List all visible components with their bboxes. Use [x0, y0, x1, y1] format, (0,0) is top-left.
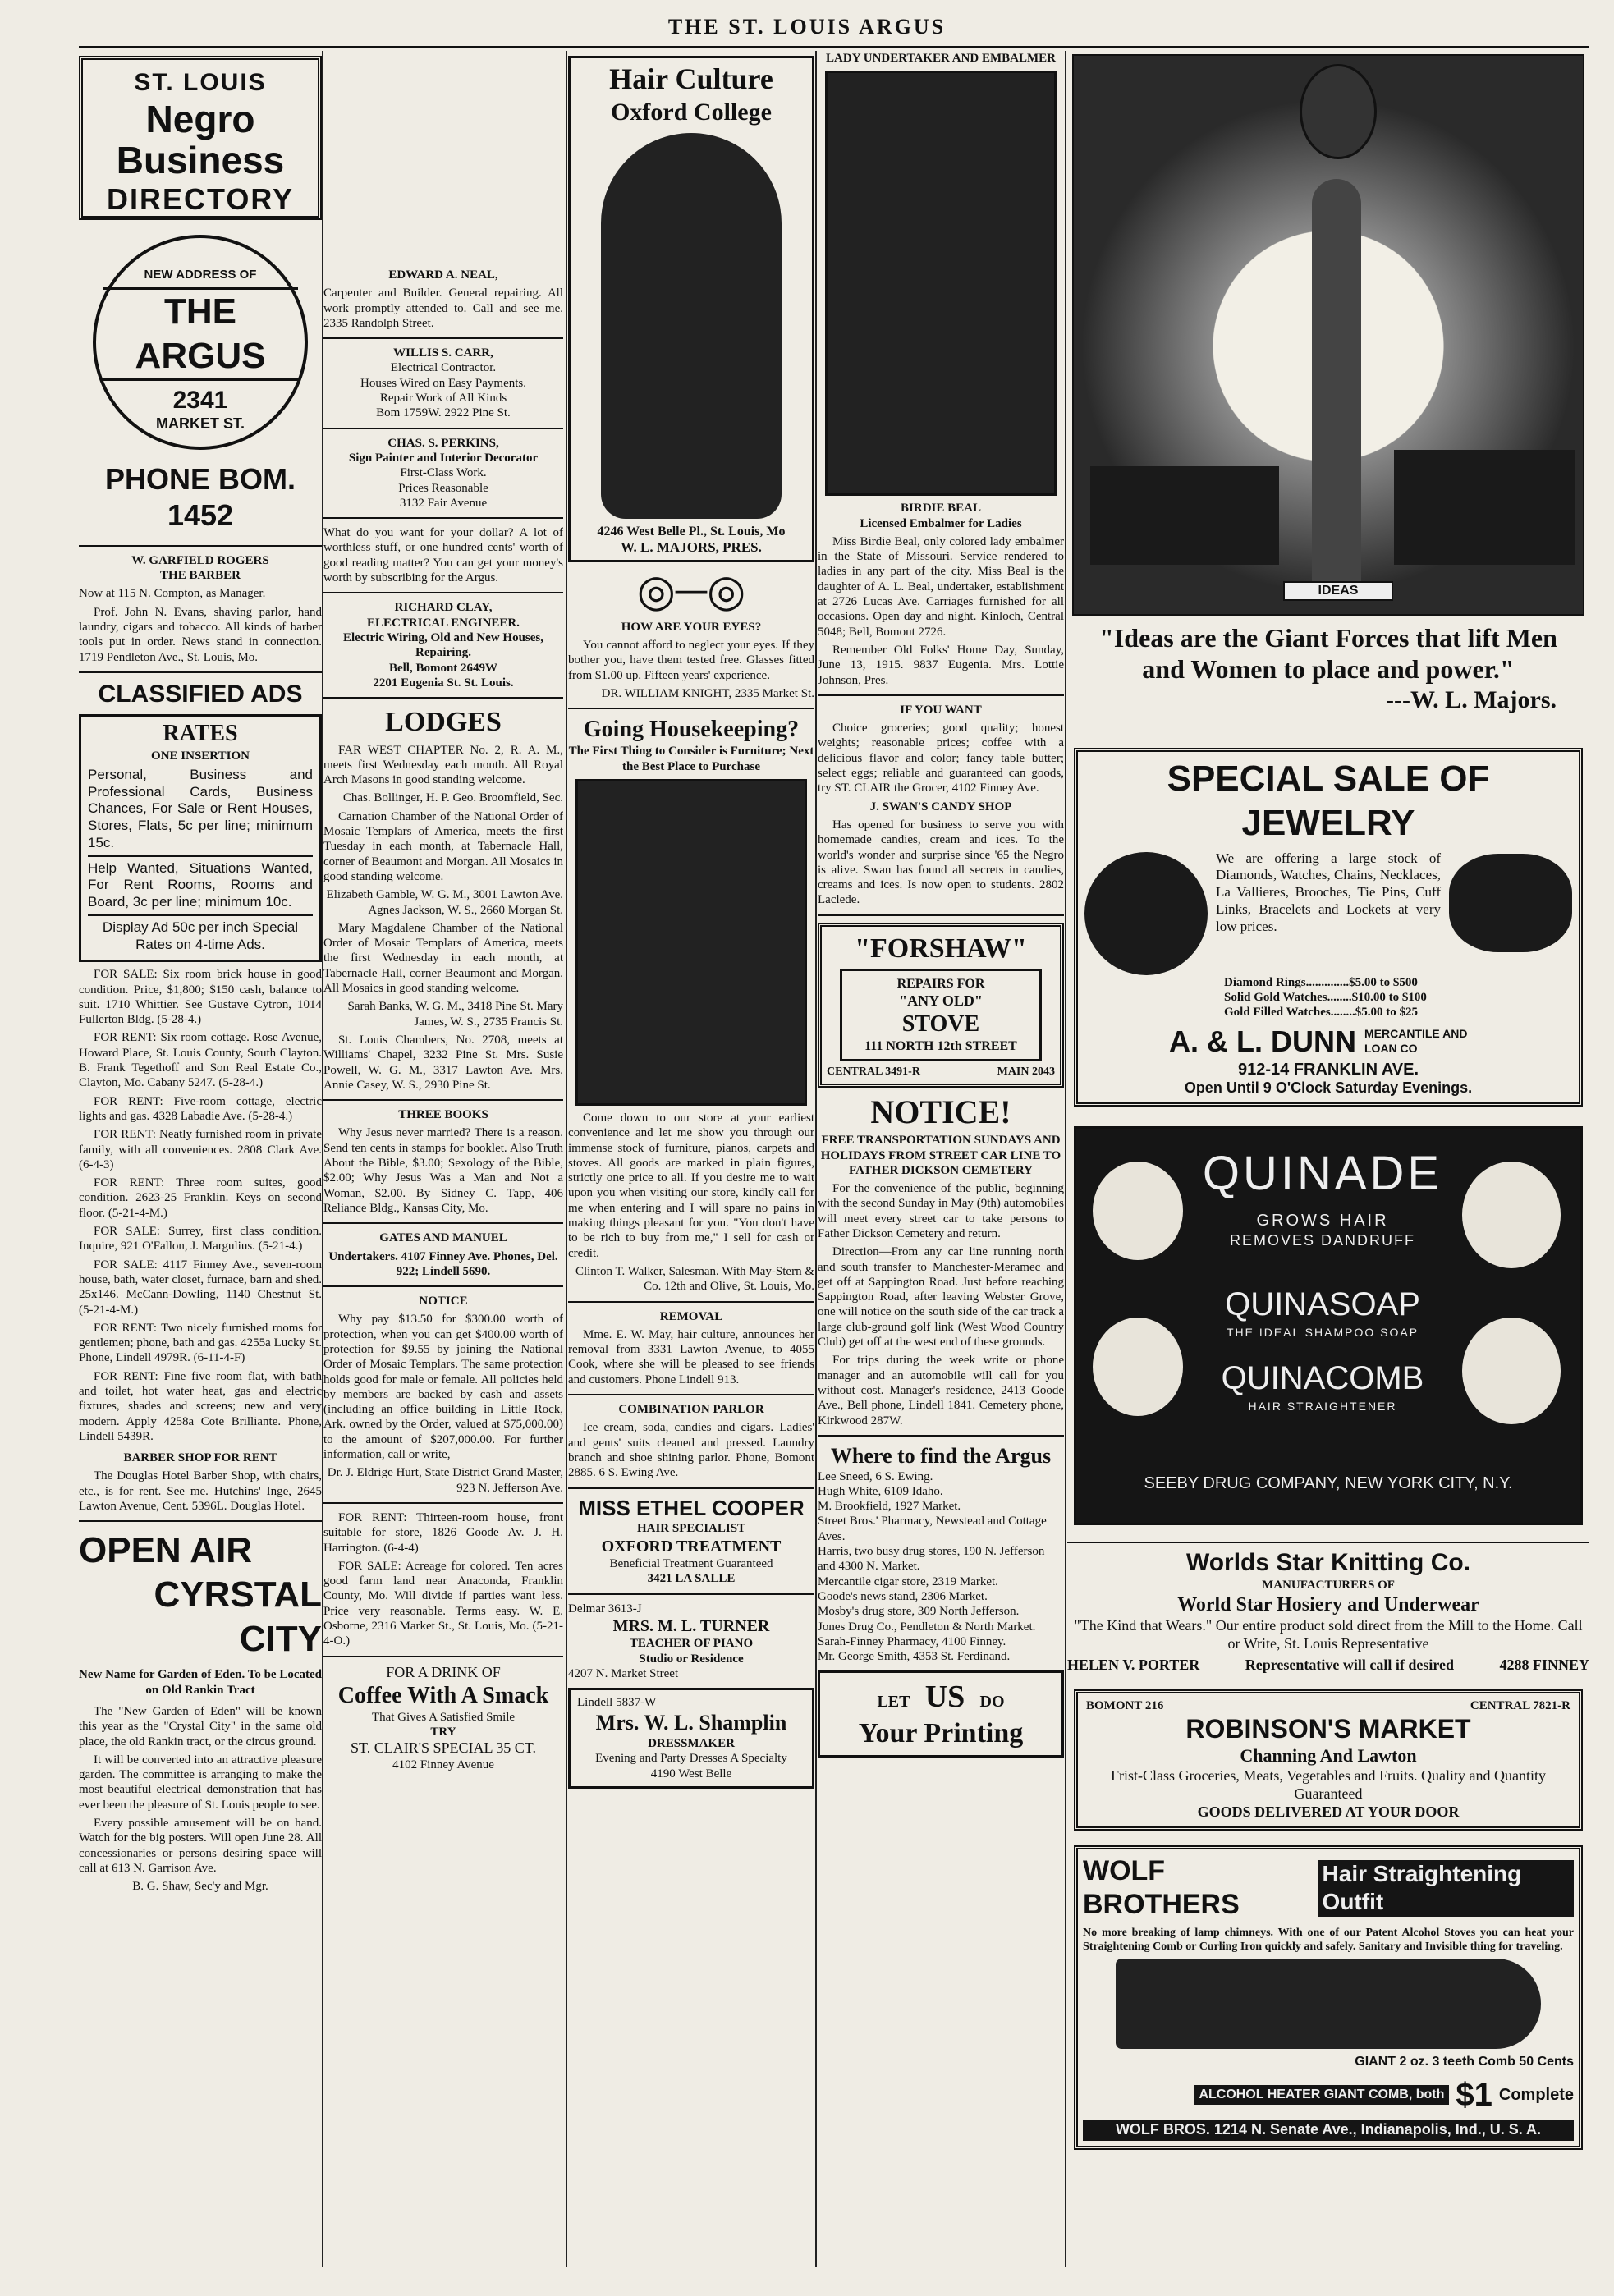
hair-address: 4246 West Belle Pl., St. Louis, Mo: [597, 524, 786, 538]
store-sig: Clinton T. Walker, Salesman. With May-Stern & Co. 12th and Olive, St. Louis, Mo.: [575, 1264, 814, 1294]
ideas-illustration-image: [1072, 54, 1584, 616]
housekeeping-sub: The First Thing to Consider is Furniture; Next the Best Place to Purchase: [568, 745, 814, 773]
divider: [88, 855, 313, 857]
beal-text: Miss Birdie Beal, only colored lady embalmer in the State of Missouri. Service rendered to ladies in any part of the city. Miss Beal is the daughter of A. L. Beal, undertaker, establishment at 2726 Lucas Ave. Carriages furnished for all occasions. Open day and night. Kinloch, Central 5048; Bell, Bomont 2726.: [818, 534, 1064, 639]
portrait-image: [1093, 1318, 1183, 1416]
divider: [818, 694, 1064, 696]
clay-name: RICHARD CLAY,: [394, 601, 493, 615]
coffee-line2: Coffee With A Smack: [337, 1682, 549, 1708]
eyeglasses-icon: ◎─◎: [636, 566, 746, 616]
printing-text: Your Printing: [858, 1717, 1024, 1748]
robinson-ad: [1074, 1689, 1583, 1831]
turner-line: Studio or Residence: [639, 1652, 744, 1666]
clay-line: Electric Wiring, Old and New Houses, Repairing.: [342, 630, 544, 660]
wolf-text: No more breaking of lamp chimneys. With one of our Patent Alcohol Stoves you can heat your Straightening Comb or Curling Iron quickly and safely. Sanitary and Invisible thing for traveling.: [1083, 1926, 1574, 1953]
classified-ad: FOR RENT: Five-room cottage, electric lights and gas. 4328 Labadie Ave. (5-28-4.): [79, 1094, 322, 1123]
swan-title: J. SWAN'S CANDY SHOP: [869, 800, 1012, 813]
classified-title: CLASSIFIED ADS: [98, 680, 303, 708]
list-item: Jones Drug Co., Pendleton & North Market.: [818, 1620, 1036, 1634]
classified-ad: FOR SALE: Surrey, first class condition. Inquire, 921 O'Fallon, J. Margulius. (5-21-4.): [79, 1225, 322, 1253]
coffee-line6: 4102 Finney Avenue: [392, 1758, 494, 1772]
jewelry-ad: [1074, 748, 1583, 1106]
classified-ad: FOR RENT: Three room suites, good condition. 2623-25 Franklin. Keys on second floor. (5-21-4-M.): [79, 1176, 322, 1220]
shamplin-phone: Lindell 5837-W: [577, 1696, 657, 1710]
beal-name: BIRDIE BEAL: [901, 502, 981, 516]
spacer: [323, 51, 563, 268]
list-item: Mercantile cigar store, 2319 Market.: [818, 1574, 998, 1588]
books-title: THREE BOOKS: [398, 1108, 488, 1122]
carr-line: Electrical Contractor.: [390, 361, 497, 375]
farwest-sig: Chas. Bollinger, H. P. Geo. Broomfield, Sec.: [342, 791, 563, 805]
divider: [568, 1487, 814, 1489]
wolf-header: [1083, 1854, 1574, 1922]
want-text: Choice groceries; good quality; honest weights; reasonable prices; coffee with a delicious flavor and color; fancy table butter; select eggs; reliable and guaranteed can goods, try ST. CLAIR the Grocer, 4102 Finney Ave.: [818, 722, 1064, 795]
rates-sub: ONE INSERTION: [151, 749, 250, 763]
perkins-line: Sign Painter and Interior Decorator: [348, 451, 539, 465]
acreage-text: FOR SALE: Acreage for colored. Ten acres good farm land near Anaconda, Franklin County, Mo. Will divide if parties want less. Price very reasonable. Terms easy. W. E. Osborne, 2316 Market St., St. Louis, Mo. (5-21-4-O.): [323, 1559, 563, 1648]
ring-icon: [1449, 854, 1572, 952]
column-5: [1067, 51, 1589, 2267]
divider: [1067, 1542, 1589, 1543]
divider: [323, 1656, 563, 1657]
gates-title: GATES AND MANUEL: [379, 1231, 507, 1245]
combo-title: COMBINATION PARLOR: [618, 1403, 764, 1417]
knit-rep-note: Representative will call if desired: [1245, 1656, 1455, 1673]
quinade-line: THE IDEAL SHAMPOO SOAP: [1226, 1325, 1419, 1339]
divider: [323, 1285, 563, 1287]
carr-line: Repair Work of All Kinds: [379, 392, 507, 406]
crystal-sub: New Name for Garden of Eden. To be Located on Old Rankin Tract: [79, 1668, 322, 1697]
notice-big: NOTICE!: [870, 1093, 1011, 1131]
housekeeping-title: Going Housekeeping?: [583, 717, 800, 743]
free-title: FREE TRANSPORTATION SUNDAYS AND HOLIDAYS FROM STREET CAR LINE TO FATHER DICKSON CEMETERY: [820, 1134, 1061, 1177]
forshaw-inner: [840, 969, 1042, 1061]
cooper-line: HAIR SPECIALIST: [636, 1522, 746, 1536]
forshaw-line: 111 NORTH 12th STREET: [864, 1038, 1017, 1053]
jewelry-price: Solid Gold Watches........$10.00 to $100: [1224, 991, 1427, 1005]
removal-text: Mme. E. W. May, hair culture, announces her removal from 3331 Lawton Avenue, to 4055 Cook, where she will be pleased to see friends and customers. Phone Lindell 913.: [568, 1327, 814, 1386]
column-4: [818, 51, 1064, 2267]
dunn-name: A. & L. DUNN: [1169, 1024, 1356, 1058]
jewelry-body: [1084, 846, 1572, 975]
argus-seal: [93, 235, 308, 450]
robinson-phone: BOMONT 216: [1086, 1698, 1164, 1712]
neal-text: Carpenter and Builder. General repairing. All work promptly attended to. Call and see me. 2335 Randolph Street.: [323, 286, 563, 330]
statue-figure-image: [1312, 179, 1361, 589]
where-title: Where to find the Argus: [830, 1443, 1052, 1468]
robinson-phones: [1086, 1698, 1570, 1713]
barbershop-text: The Douglas Hotel Barber Shop, with chairs, etc., is for rent. See me. Hutchins' Inge, 2645 Lawton Avenue, Cent. 5396L. Douglas Hotel.: [79, 1469, 322, 1514]
knit-rep-name: HELEN V. PORTER: [1067, 1656, 1200, 1673]
medallion-image: [1300, 64, 1377, 159]
rates-box: [79, 714, 322, 962]
books-text: Why Jesus never married? There is a reason. Send ten cents in stamps for booklet. Also Truth About the Bible, $3.00; Sexology of the Bible, $2.00; Why Jesus Was a Man and Not a Woman, $2.00. By Sidney C. Tapp, 406 Reliance Bldg., Kansas City, Mo.: [323, 1126, 563, 1215]
robinson-sub: Channing And Lawton: [1240, 1745, 1417, 1767]
perkins-line: 3132 Fair Avenue: [399, 496, 488, 510]
printing-ad: [818, 1670, 1064, 1758]
list-item: Mr. George Smith, 4353 St. Ferdinand.: [818, 1650, 1011, 1664]
wolf-price: Complete: [1498, 2085, 1574, 2104]
carr-line: Bom 1759W. 2922 Pine St.: [376, 406, 511, 420]
quinade-company: SEEBY DRUG COMPANY, NEW YORK CITY, N.Y.: [1144, 1473, 1513, 1492]
column-rule: [566, 51, 567, 2267]
wolf-price-big: $1: [1456, 2076, 1492, 2113]
wolf-price: GIANT 2 oz. 3 teeth Comb 50 Cents: [1355, 2054, 1574, 2069]
clay-line: 2201 Eugenia St. St. Louis.: [373, 676, 514, 690]
carnation-text: Carnation Chamber of the National Order of Mosaic Templars of America, meets the first Tuesday in each month, at Tabernacle Hall, corner of Beaumont and Morgan. All Mosaics in good standing welcome.: [323, 809, 563, 883]
hair-portrait-image: [601, 133, 782, 519]
classified-ad: FOR RENT: Fine five room flat, with bath and toilet, hot water heat, gas and electric fixtures, shades and screens; new and very modern. Apply 4258a Cote Brilliante. Phone, Lindell 5439R.: [79, 1369, 322, 1443]
divider: [79, 1520, 322, 1522]
column-1: [79, 51, 322, 2267]
neal-name: EDWARD A. NEAL,: [388, 268, 498, 282]
notice-title: NOTICE: [419, 1295, 468, 1308]
divider: [323, 697, 563, 699]
eyes-title: HOW ARE YOUR EYES?: [621, 620, 762, 634]
seal-number: 2341: [172, 386, 228, 414]
hair-title: Hair Culture: [609, 62, 773, 95]
crystal-p2: It will be converted into an attractive pleasure garden. The committee is arranging to make the most beautiful electrical demonstration that has ever been the pleasure of St. Louis people to see.: [79, 1753, 322, 1812]
lodges-title: LODGES: [385, 707, 502, 738]
shamplin-line: 4190 West Belle: [650, 1767, 732, 1780]
directory-line1: ST. LOUIS: [134, 69, 267, 96]
coffee-line4: TRY: [430, 1725, 456, 1739]
argus-phone: PHONE BOM. 1452: [104, 462, 296, 532]
wolf-ad: [1074, 1845, 1583, 2150]
free-text: Direction—From any car line running north and south transfer to Manchester-Meramec and get off at Sappington Road. Just before reaching Sappington Road, after leaving Webster Grove, one will notice on the south side of the car track a large club-ground golf link (West Wood Country Club) get off at the west end of these grounds.: [818, 1245, 1064, 1350]
seal-name: THE ARGUS: [103, 287, 298, 380]
jewelry-title: SPECIAL SALE OF JEWELRY: [1167, 758, 1490, 844]
forshaw-ad: [818, 923, 1064, 1088]
divider: [79, 671, 322, 673]
factory-image: [1394, 450, 1575, 565]
knit-line: World Star Hosiery and Underwear: [1177, 1593, 1479, 1615]
carr-line: Houses Wired on Easy Payments.: [360, 376, 526, 390]
quinade-title: QUINADE: [1202, 1146, 1443, 1200]
ideas-sig: ---W. L. Majors.: [1385, 685, 1557, 713]
robinson-text: Frist-Class Groceries, Meats, Vegetables and Fruits. Quality and Quantity Guaranteed: [1110, 1767, 1547, 1802]
list-item: Goode's news stand, 2306 Market.: [818, 1589, 988, 1603]
classified-ad: FOR RENT: Two nicely furnished rooms for gentlemen; phone, bath and gas. 4255a Lucky St. Phone, Lindell 4979R. (6-11-4-F): [79, 1321, 322, 1365]
divider: [323, 1222, 563, 1224]
list-item: Lee Sneed, 6 S. Ewing.: [818, 1469, 933, 1483]
evans-ad: Prof. John N. Evans, shaving parlor, hand laundry, cigars and tobacco. All kinds of barber tools put in order. News stand in connection. 1719 Pendleton Ave., St. Louis, Mo.: [79, 605, 322, 664]
comb-image: [1116, 1959, 1541, 2049]
barber-title: THE BARBER: [160, 569, 241, 583]
dollar-text: What do you want for your dollar? A lot of worthless stuff, or one hundred cents' worth of good reading matter? You can get your money's worth by subscribing for the Argus.: [323, 526, 563, 585]
divider: [568, 708, 814, 709]
list-item: Hugh White, 6109 Idaho.: [818, 1484, 943, 1498]
beal-portrait-image: [825, 71, 1057, 496]
robinson-phone: CENTRAL 7821-R: [1470, 1698, 1570, 1712]
column-3: [568, 51, 814, 2267]
cooper-line: 3421 LA SALLE: [647, 1572, 736, 1586]
coffee-line1: FOR A DRINK OF: [386, 1663, 501, 1680]
knit-line: MANUFACTURERS OF: [1262, 1579, 1395, 1593]
printing-let: LET: [877, 1693, 910, 1712]
forshaw-line: REPAIRS FOR: [896, 977, 985, 992]
farwest-text: FAR WEST CHAPTER No. 2, R. A. M., meets first Wednesday each month. All Royal Arch Masons in good standing welcome.: [323, 743, 563, 787]
rates-text-2: Help Wanted, Situations Wanted, For Rent Rooms, Rooms and Board, 3c per line; minimum 10c.: [88, 859, 313, 910]
dunn-hours: Open Until 9 O'Clock Saturday Evenings.: [1184, 1079, 1473, 1096]
rent-text: FOR RENT: Thirteen-room house, front suitable for store, 1826 Goode Av. J. H. Harrington. (6-4-4): [323, 1510, 563, 1555]
carr-name: WILLIS S. CARR,: [393, 346, 493, 360]
forshaw-line: STOVE: [901, 1011, 980, 1037]
divider: [323, 592, 563, 593]
classified-ad: FOR SALE: 4117 Finney Ave., seven-room house, bath, water closet, furnace, barn and shed. 25x146. McCann-Dowling, 1140 Chestnut St. (5-21-4-M.): [79, 1258, 322, 1317]
combo-text: Ice cream, soda, candies and cigars. Ladies' and gents' suits cleaned and pressed. Laundry branch and shoe shining parlor. Phone, Bomont 2885. 6 S. Ewing Ave.: [568, 1421, 814, 1480]
robinson-title: ROBINSON'S MARKET: [1185, 1714, 1471, 1744]
turner-phone: Delmar 3613-J: [568, 1602, 642, 1615]
divider: [323, 1099, 563, 1101]
magdalene-text: Mary Magdalene Chamber of the National Order of Mosaic Templars of America, meets the first Wednesday in each month, at Tabernacle Hall, corner Beaumont and Morgan. All Mosaics in good standing welcome.: [323, 921, 563, 996]
where-list: [818, 1469, 1064, 1665]
list-item: M. Brookfield, 1927 Market.: [818, 1500, 961, 1514]
column-2: [323, 51, 563, 2267]
ideas-label: IDEAS: [1283, 581, 1393, 601]
divider: [323, 337, 563, 339]
crystal-line2: CYRSTAL CITY: [154, 1574, 322, 1659]
portrait-image: [1462, 1162, 1561, 1268]
crystal-sig: B. G. Shaw, Sec'y and Mgr.: [132, 1880, 268, 1894]
magdalene-sig: Sarah Banks, W. G. M., 3418 Pine St. Mary James, W. S., 2735 Francis St.: [347, 1000, 563, 1029]
classified-list: [79, 967, 322, 1444]
salesman-photo-image: [575, 779, 807, 1106]
list-item: Harris, two busy drug stores, 190 N. Jefferson and 4300 N. Market.: [818, 1545, 1045, 1574]
factory-image: [1090, 466, 1279, 565]
eyes-text: You cannot afford to neglect your eyes. If they bother you, have them tested free. Glasses fitted from $1.00 up. Fifteen years' experience.: [568, 639, 814, 682]
wolf-address: WOLF BROS. 1214 N. Senate Ave., Indianapolis, Ind., U. S. A.: [1083, 2120, 1574, 2141]
forshaw-phone: CENTRAL 3491-R: [827, 1066, 920, 1079]
lady-undertaker-title: LADY UNDERTAKER AND EMBALMER: [826, 52, 1056, 65]
jewelry-text: We are offering a large stock of Diamonds, Watches, Chains, Necklaces, La Vallieres, Brooches, Tie Pins, Cuff Links, Bracelets and Lockets at very low prices.: [1216, 850, 1441, 934]
crystal-p3: Every possible amusement will be on hand. Watch for the big posters. Will open June 28. All concessionaries or persons desiring space will call at 613 N. Garrison Ave.: [79, 1817, 322, 1875]
robinson-deliver: GOODS DELIVERED AT YOUR DOOR: [1197, 1803, 1460, 1820]
wolf-title2: Hair Straightening Outfit: [1318, 1860, 1574, 1916]
directory-line2: Negro Business: [116, 97, 285, 182]
divider: [568, 1593, 814, 1595]
column-rule: [815, 51, 817, 2267]
column-rule: [1065, 51, 1066, 2267]
divider: [568, 1394, 814, 1395]
seal-top: NEW ADDRESS OF: [144, 268, 257, 282]
printing-do: DO: [979, 1693, 1005, 1712]
forshaw-phones: [827, 1065, 1055, 1079]
knit-rep: [1067, 1657, 1589, 1675]
portrait-image: [1093, 1162, 1183, 1260]
wolf-title: WOLF BROTHERS: [1083, 1854, 1240, 1921]
masthead-rule: [79, 46, 1589, 48]
forshaw-name: "FORSHAW": [855, 933, 1027, 964]
free-text: For trips during the week write or phone manager and an automobile will call for you without cost. Manager's residence, 2413 Goode Ave., Bell phone, Lindell 1841. Cemetery phone, Kirkwood 287W.: [818, 1354, 1064, 1428]
divider: [88, 914, 313, 916]
hair-subtitle: Oxford College: [611, 98, 772, 126]
quinade-line: HAIR STRAIGHTENER: [1248, 1399, 1397, 1413]
turner-line: 4207 N. Market Street: [568, 1666, 679, 1680]
dunn-address: 912-14 FRANKLIN AVE.: [1237, 1060, 1419, 1079]
divider: [79, 545, 322, 547]
quinacomb-title: QUINACOMB: [1221, 1359, 1424, 1396]
forshaw-phone: MAIN 2043: [997, 1066, 1055, 1079]
perkins-name: CHAS. S. PERKINS,: [387, 436, 499, 450]
gates-text: Undertakers. 4107 Finney Ave. Phones, Del. 922; Lindell 5690.: [328, 1249, 558, 1278]
beal-sub: Licensed Embalmer for Ladies: [860, 516, 1022, 530]
classified-ad: FOR RENT: Six room cottage. Rose Avenue, Howard Place, St. Louis County, South Clayton. B. Frank Tegethoff and Son Real Estate Co., Clayton, Mo. Cabany 5247. (5-28-4.): [79, 1031, 322, 1090]
ideas-quote: "Ideas are the Giant Forces that lift Men and Women to place and power.": [1099, 623, 1557, 685]
jewelry-price: Gold Filled Watches........$5.00 to $25: [1224, 1006, 1418, 1020]
rates-text-3: Display Ad 50c per inch Special Rates on 4-time Ads.: [102, 919, 299, 952]
notice-text: Why pay $13.50 for $300.00 worth of protection, when you can get $400.00 worth of protection for $9.55 by joining the National Order of Mosaic Templars. The same protection holds good for male or female. All policies held by members are backed by cash and assets (including an office building in Little Rock, Ark. owned by the Order, valued at $75,000.00) to the amount of $207,000.00. For further information, call or write,: [323, 1313, 563, 1462]
portrait-image: [1462, 1318, 1561, 1424]
chambers-text: St. Louis Chambers, No. 2708, meets at Williams' Chapel, 3232 Pine St. Mrs. Susie Powell, W. G. M., 3317 Lawton Ave. Mrs. Annie Casey, W. S., 2930 Pine St.: [323, 1033, 563, 1092]
knit-title: Worlds Star Knitting Co.: [1185, 1548, 1471, 1576]
divider: [568, 1301, 814, 1303]
seal-street: MARKET ST.: [156, 415, 245, 433]
quinade-ad: [1074, 1126, 1583, 1525]
wolf-price-line: [1083, 2075, 1574, 2115]
coffee-line5: ST. CLAIR'S SPECIAL 35 CT.: [351, 1739, 536, 1757]
pocket-watch-icon: [1084, 852, 1208, 975]
carnation-sig: Elizabeth Gamble, W. G. M., 3001 Lawton Ave. Agnes Jackson, W. S., 2660 Morgan St.: [326, 888, 563, 917]
clay-line: Bell, Bomont 2649W: [388, 661, 498, 675]
quinasoap-title: QUINASOAP: [1225, 1285, 1420, 1322]
divider: [818, 1435, 1064, 1437]
hair-pres: W. L. MAJORS, PRES.: [621, 539, 762, 556]
quinade-line: GROWS HAIR: [1256, 1211, 1389, 1230]
swan-text: Has opened for business to serve you with homemade candies, cream and ices. To the world's wonder and surprise since '65 the Negro is alive. Swan has found all secrets in candies, creams and ices. Is now open to students. 2802 Laclede.: [818, 818, 1064, 907]
barber-text: Now at 115 N. Compton, as Manager.: [79, 587, 266, 601]
free-text: For the convenience of the public, beginning with the second Sunday in May (9th) automobiles will meet every street car to take persons to Father Dickson Cemetery and return.: [818, 1182, 1064, 1240]
dunn-line: [1084, 1024, 1572, 1060]
jewelry-price: Diamond Rings..............$5.00 to $500: [1224, 975, 1418, 989]
removal-title: REMOVAL: [659, 1309, 723, 1323]
classified-ad: FOR RENT: Neatly furnished room in private family, with all conveniences. 2808 Clark Ave. (6-4-3): [79, 1128, 322, 1171]
perkins-line: First-Class Work.: [400, 466, 487, 480]
notice-sig: Dr. J. Eldrige Hurt, State District Grand Master, 923 N. Jefferson Ave.: [327, 1466, 563, 1495]
quinade-line: REMOVES DANDRUFF: [1229, 1231, 1415, 1249]
want-title: IF YOU WANT: [900, 703, 982, 717]
divider: [323, 1502, 563, 1504]
crystal-line1: OPEN AIR: [79, 1530, 253, 1571]
shamplin-line: DRESSMAKER: [648, 1737, 735, 1751]
directory-banner: [79, 56, 322, 220]
knit-rep-address: 4288 FINNEY: [1499, 1656, 1589, 1673]
oldfolks-text: Remember Old Folks' Home Day, Sunday, June 13, 1915. 9837 Eugenia. Mrs. Lottie Johnson, Pres.: [818, 643, 1064, 687]
barber-name: W. GARFIELD ROGERS: [131, 553, 269, 567]
rates-title: RATES: [163, 721, 238, 747]
wolf-price: ALCOHOL HEATER GIANT COMB, both: [1194, 2085, 1449, 2105]
coffee-line3: That Gives A Satisfied Smile: [371, 1710, 516, 1724]
list-item: Mosby's drug store, 309 North Jefferson.: [818, 1605, 1020, 1619]
cooper-line: OXFORD TREATMENT: [601, 1537, 782, 1556]
divider: [818, 914, 1064, 916]
hair-culture-ad: [568, 56, 814, 562]
classified-ad: FOR SALE: Six room brick house in good condition. Price, $1,800; $150 cash, balance to suit. 1710 Whittier. See Gustave Cytron, 1014 Fullerton Bldg. (5-28-4.): [79, 968, 322, 1027]
crystal-p1: The "New Garden of Eden" will be known this year as the "Crystal City" in the same old place, the old Rankin tract, or the circus ground.: [79, 1704, 322, 1748]
masthead: THE ST. LOUIS ARGUS: [667, 15, 947, 39]
knit-text: "The Kind that Wears." Our entire product sold direct from the Mill to the Home. Call or Write, St. Louis Representative: [1074, 1617, 1583, 1652]
shamplin-ad: [568, 1688, 814, 1789]
barbershop-title: BARBER SHOP FOR RENT: [123, 1451, 277, 1465]
cooper-line: Beneficial Treatment Guaranteed: [609, 1556, 773, 1570]
directory-line3: DIRECTORY: [106, 181, 295, 216]
list-item: Sarah-Finney Pharmacy, 4100 Finney.: [818, 1634, 1006, 1648]
divider: [323, 517, 563, 519]
perkins-line: Prices Reasonable: [398, 481, 488, 495]
rates-text-1: Personal, Business and Professional Cards, Business Chances, For Sale or Rent Houses, Stores, Flats, 5c per line; minimum 15c.: [88, 766, 313, 850]
clay-line: ELECTRICAL ENGINEER.: [367, 616, 520, 630]
dunn-sub: MERCANTILE AND LOAN CO: [1364, 1027, 1468, 1055]
printing-us: US: [924, 1680, 965, 1715]
turner-name: MRS. M. L. TURNER: [612, 1616, 770, 1635]
shamplin-name: Mrs. W. L. Shamplin: [595, 1711, 787, 1735]
turner-line: TEACHER OF PIANO: [629, 1637, 754, 1651]
list-item: Street Bros.' Pharmacy, Newstead and Cottage Aves.: [818, 1515, 1047, 1543]
store-text: Come down to our store at your earliest convenience and let me show you through our immense stock of furniture, pianos, carpets and stoves. All goods are marked in plain figures, strictly one price to all. If you desire me to wait upon you when visiting our store, kindly call for me when entering and I will spare no pains in making things pleasant for you. "You don't have to be rich to buy from me," I sell for cash or credit.: [568, 1111, 814, 1260]
divider: [323, 428, 563, 429]
cooper-name: MISS ETHEL COOPER: [578, 1495, 805, 1520]
shamplin-line: Evening and Party Dresses A Specialty: [595, 1752, 787, 1766]
eyes-sig: DR. WILLIAM KNIGHT, 2335 Market St.: [601, 686, 814, 700]
forshaw-line: "ANY OLD": [899, 992, 983, 1009]
